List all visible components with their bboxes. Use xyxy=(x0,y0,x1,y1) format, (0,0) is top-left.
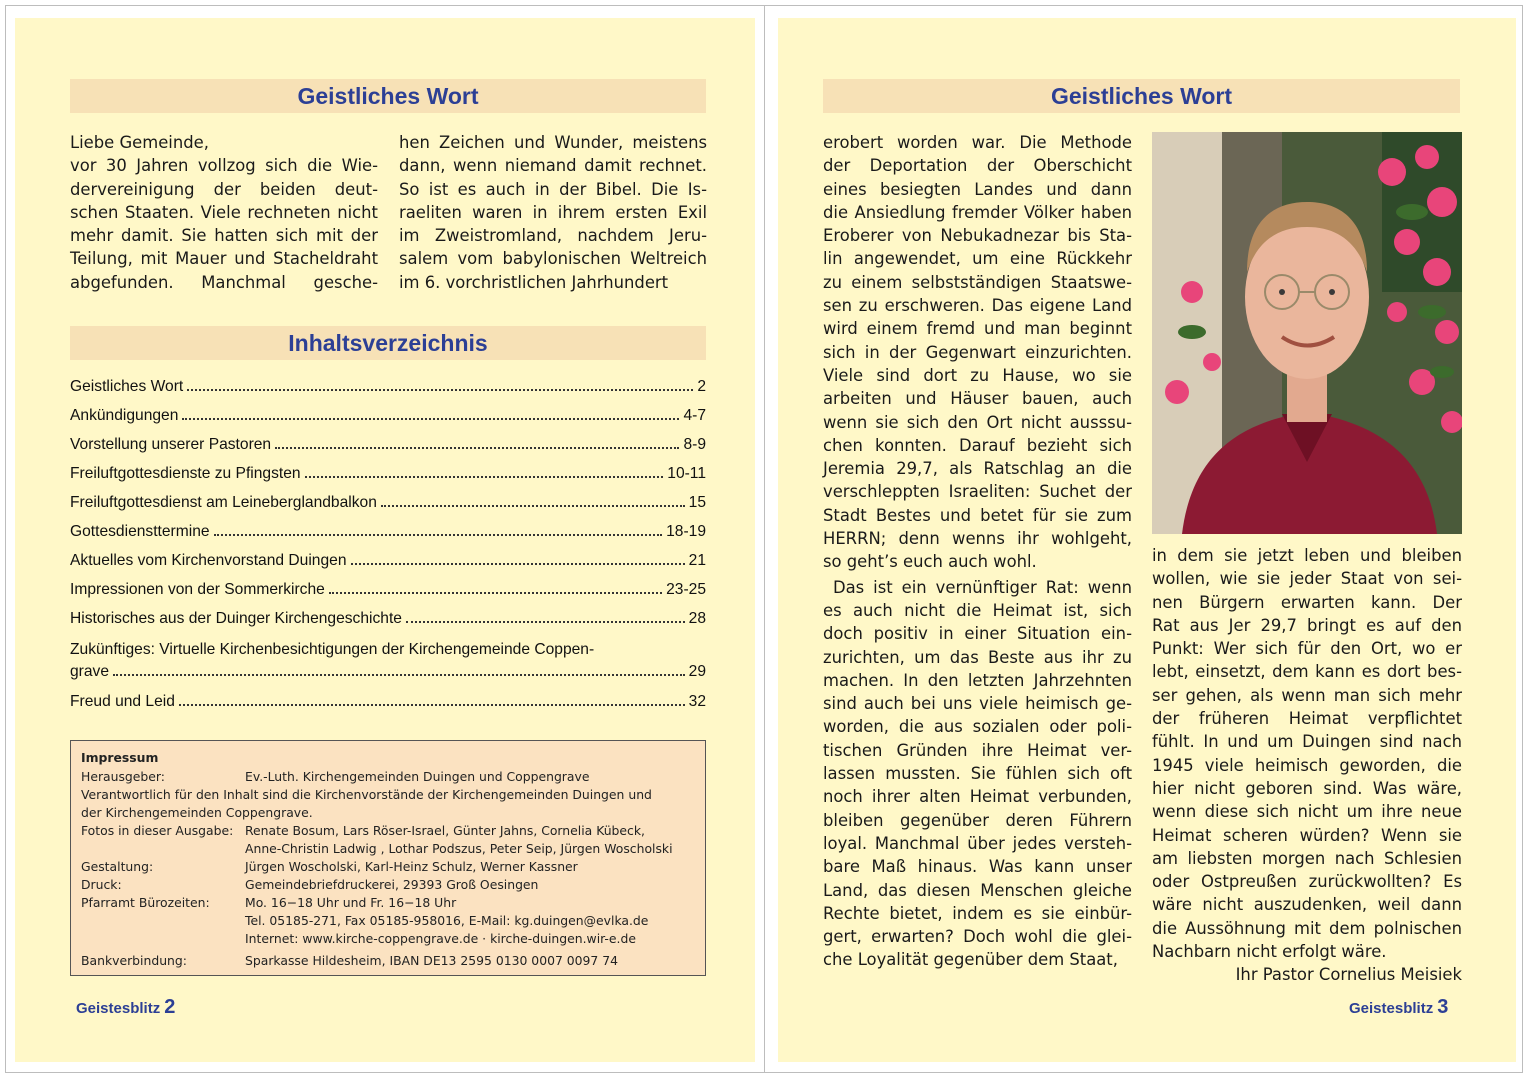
text-line: nen Bürgern erwarten kann. Der xyxy=(1152,592,1462,612)
text-line: wollen, wie sie jeder Staat von sei- xyxy=(1152,569,1462,589)
text-line: die Aussöhnung mit dem polnischen xyxy=(1152,918,1462,938)
article-column-1 xyxy=(823,131,1132,972)
page-left xyxy=(15,18,755,1062)
text-line: erobert worden war. Die Methode xyxy=(823,133,1132,152)
toc-leader xyxy=(305,476,664,478)
text-line: doch positiv in einer Situation ein- xyxy=(823,624,1132,644)
toc-page: 4-7 xyxy=(683,407,706,424)
text-line: 1945 viele heimisch geworden, die xyxy=(1152,755,1462,775)
text-line: wird einem fremd und man beginnt xyxy=(823,319,1132,339)
article-column-2 xyxy=(1152,544,1462,987)
toc-title-continued: grave xyxy=(70,663,110,680)
impressum-label: Druck: xyxy=(81,877,122,892)
impressum-value: Mo. 16−18 Uhr und Fr. 16−18 Uhr xyxy=(245,895,457,910)
text-line: bleiben gegenüber deren Führern xyxy=(823,810,1132,830)
toc-item[interactable] xyxy=(70,581,706,610)
toc-leader xyxy=(381,505,685,507)
toc-leader xyxy=(351,563,685,565)
text-line: die Ansiedlung fremder Völker haben xyxy=(823,202,1132,222)
article-column-2 xyxy=(399,131,707,294)
text-line: lassen mussten. Sie fühlen sich oft xyxy=(823,764,1132,784)
toc-heading: Inhaltsverzeichnis xyxy=(70,326,706,360)
toc-page: 2 xyxy=(697,378,706,395)
spine xyxy=(764,5,765,1073)
toc-title: Freiluftgottesdienst am Leineberglandbalkon xyxy=(70,494,377,511)
toc-item[interactable] xyxy=(70,693,706,722)
toc-page: 29 xyxy=(688,663,706,680)
text-line: sen zu erschweren. Das eigene Land xyxy=(823,296,1132,316)
text-line: der früheren Heimat verpflichtet xyxy=(1152,709,1462,729)
text-line: Liebe Gemeinde, xyxy=(70,133,209,152)
text-line: in dem sie jetzt leben und bleiben xyxy=(1152,546,1462,565)
toc-title: Ankündigungen xyxy=(70,407,179,424)
text-line: sich in der Gegenwart einzurichten. xyxy=(823,342,1132,362)
page-number: 2 xyxy=(164,996,176,1018)
impressum-value: Sparkasse Hildesheim, IBAN DE13 2595 0130 0007 0097 74 xyxy=(245,953,619,968)
text-line: es auch nicht die Heimat ist, sich xyxy=(823,600,1132,620)
toc-leader xyxy=(214,534,663,536)
impressum-value: Jürgen Woscholski, Karl-Heinz Schulz, Werner Kassner xyxy=(245,859,578,874)
text-line: wenn sie sich den Ort nicht ausssu- xyxy=(823,412,1132,432)
text-line: mehr damit. Sie hatten sich mit der xyxy=(70,226,378,246)
impressum-heading: Impressum xyxy=(81,750,159,765)
text-line: am liebsten morgen nach Schlesien xyxy=(1152,848,1462,868)
impressum-line: der Kirchengemeinden Coppengrave. xyxy=(81,805,313,820)
toc-item[interactable] xyxy=(70,610,706,639)
impressum-label: Fotos in dieser Ausgabe: xyxy=(81,823,234,838)
toc-item[interactable] xyxy=(70,552,706,581)
toc-title: Aktuelles vom Kirchenvorstand Duingen xyxy=(70,552,347,569)
toc-page: 21 xyxy=(688,552,706,569)
text-line: Viele sind dort zu Hause, wo sie xyxy=(823,365,1132,385)
text-line: ser gehen, als wenn man sich mehr xyxy=(1152,685,1462,705)
text-line: der Deportation der Oberschicht xyxy=(823,156,1132,176)
text-line: Punkt: Wer sich für den Ort, wo er xyxy=(1152,639,1462,659)
text-line: salem vom babylonischen Weltreich xyxy=(399,249,707,269)
text-line: wenn diese sich nicht um ihre neue xyxy=(1152,802,1462,822)
page-number: 3 xyxy=(1437,996,1449,1018)
impressum-contact[interactable]: Tel. 05185-271, Fax 05185-958016, E-Mail: kg.duingen@evlka.de xyxy=(245,913,649,928)
impressum-value: Renate Bosum, Lars Röser-Israel, Günter Jahns, Cornelia Kübeck, xyxy=(245,823,645,838)
toc-page: 8-9 xyxy=(683,436,706,453)
impressum-label: Herausgeber: xyxy=(81,769,165,784)
toc-item[interactable] xyxy=(70,378,706,407)
article-column-1 xyxy=(70,131,378,294)
toc-leader xyxy=(406,621,685,623)
toc-item[interactable] xyxy=(70,639,706,693)
text-line: abgefunden. Manchmal gesche- xyxy=(70,272,378,292)
toc-leader xyxy=(275,447,679,449)
text-line: lebt, einsetzt, dem kann es dort bes- xyxy=(1152,662,1462,682)
toc-title: Historisches aus der Duinger Kirchengeschichte xyxy=(70,610,402,627)
text-line: Eroberer von Nebukadnezar bis Sta- xyxy=(823,226,1132,246)
toc-title: Vorstellung unserer Pastoren xyxy=(70,436,272,453)
impressum-label: Gestaltung: xyxy=(81,859,154,874)
text-line: Rechte bietet, indem es sie einbür- xyxy=(823,903,1132,923)
footer-publication: Geistesblitz xyxy=(76,1000,161,1017)
toc-title: Impressionen von der Sommerkirche xyxy=(70,581,325,598)
toc-title: Geistliches Wort xyxy=(70,378,184,395)
signature: Ihr Pastor Cornelius Meisiek xyxy=(1235,965,1462,985)
toc-leader xyxy=(187,389,693,391)
text-line: sind auch bei uns viele heimisch ge- xyxy=(823,694,1132,714)
toc-page: 28 xyxy=(688,610,706,627)
text-line: lin angewendet, um eine Rückkehr xyxy=(823,249,1132,269)
impressum-value: Ev.-Luth. Kirchengemeinden Duingen und Coppengrave xyxy=(245,769,590,784)
text-line: Jeremia 29,7, als Ratschlag an die xyxy=(823,459,1132,479)
toc-title: Zukünftiges: Virtuelle Kirchenbesichtigungen der Kirchengemeinde Coppen- xyxy=(70,641,595,658)
page-heading-right: Geistliches Wort xyxy=(823,79,1460,113)
impressum-website[interactable]: Internet: www.kirche-coppengrave.de · kirche-duingen.wir-e.de xyxy=(245,931,636,946)
text-line: Nachbarn nicht erfolgt wäre. xyxy=(1152,942,1387,962)
impressum-value: Gemeindebriefdruckerei, 29393 Groß Oesingen xyxy=(245,877,539,892)
text-line: wäre nicht auszudenken, weil dann xyxy=(1152,895,1462,915)
pastor-photo xyxy=(1152,132,1462,534)
text-line: fühlt. In und um Duingen sind nach xyxy=(1152,732,1462,752)
toc-page: 32 xyxy=(688,693,706,710)
footer-right xyxy=(1349,996,1448,1019)
text-line: oder Ostpreußen zurückwollten? Es xyxy=(1152,872,1462,892)
toc-title: Freiluftgottesdienste zu Pfingsten xyxy=(70,465,301,482)
text-line: chen konnten. Darauf bezieht sich xyxy=(823,435,1132,455)
toc-page: 18-19 xyxy=(666,523,706,540)
toc-item[interactable] xyxy=(70,523,706,552)
text-line: hier nicht geboren sind. Was wäre, xyxy=(1152,778,1462,798)
text-line: raeliten waren in ihrem ersten Exil xyxy=(399,202,707,222)
page-heading-left: Geistliches Wort xyxy=(70,79,706,113)
impressum-label: Bankverbindung: xyxy=(81,953,187,968)
text-line: gert, erwarten? Doch wohl die glei- xyxy=(823,927,1132,947)
text-line: Das ist ein vernünftiger Rat: wenn xyxy=(833,577,1132,597)
footer-left xyxy=(76,996,175,1019)
impressum-value: Anne-Christin Ladwig , Lothar Podszus, Peter Seip, Jürgen Woscholski xyxy=(245,841,673,856)
text-line: tischen Gründen ihre Heimat ver- xyxy=(823,740,1132,760)
text-line: hen Zeichen und Wunder, meistens xyxy=(399,133,707,152)
text-line: worden, die aus sozialen oder poli- xyxy=(823,717,1132,737)
page-right xyxy=(778,18,1516,1062)
text-line: arbeiten und Häuser bauen, auch xyxy=(823,389,1132,409)
text-line: HERRN; denn wenns ihr wohlgeht, xyxy=(823,529,1132,549)
text-line: dervereinigung der beiden deut- xyxy=(70,179,378,199)
text-line: noch ihrer alten Heimat verbunden, xyxy=(823,787,1132,807)
text-line: schen Staaten. Viele rechneten nicht xyxy=(70,202,378,222)
text-line: im 6. vorchristlichen Jahrhundert xyxy=(399,272,669,292)
toc-title: Gottesdiensttermine xyxy=(70,523,210,540)
toc-item[interactable] xyxy=(70,436,706,465)
toc-item[interactable] xyxy=(70,407,706,436)
toc-leader xyxy=(113,674,685,676)
toc-title: Freud und Leid xyxy=(70,693,175,710)
text-line: so geht’s euch auch wohl. xyxy=(823,552,1037,572)
text-line: eines besiegten Landes und dann xyxy=(823,179,1132,199)
text-line: im Zweistromland, nachdem Jeru- xyxy=(399,226,707,246)
text-line: dann, wenn niemand damit rechnet. xyxy=(399,156,707,176)
text-line: zu einem selbstständigen Staatswe- xyxy=(823,272,1132,292)
text-line: Rat aus Jer 29,7 bringt es auf den xyxy=(1152,615,1462,635)
toc-page: 23-25 xyxy=(666,581,706,598)
text-line: vor 30 Jahren vollzog sich die Wie- xyxy=(70,156,378,176)
text-line: che Loyalität gegenüber dem Staat, xyxy=(823,950,1118,970)
table-of-contents xyxy=(70,378,706,722)
toc-page: 10-11 xyxy=(667,465,706,482)
impressum-label: Pfarramt Bürozeiten: xyxy=(81,895,210,910)
text-line: So ist es auch in der Bibel. Die Is- xyxy=(399,179,707,199)
toc-leader xyxy=(179,704,685,706)
text-line: zurichten, um das Beste aus ihr zu xyxy=(823,647,1132,667)
impressum-line: Verantwortlich für den Inhalt sind die Kirchenvorstände der Kirchengemeinden Duingen und xyxy=(81,787,652,802)
text-line: loyal. Manchmal über jedes versteh- xyxy=(823,833,1132,853)
text-line: Stadt Bestes und betet für sie zum xyxy=(823,505,1132,525)
impressum-box xyxy=(70,740,706,976)
toc-item[interactable] xyxy=(70,494,706,523)
text-line: Heimat scheren würden? Wenn sie xyxy=(1152,825,1462,845)
text-line: machen. In den letzten Jahrzehnten xyxy=(823,670,1132,690)
toc-leader xyxy=(329,592,662,594)
text-line: Teilung, mit Mauer und Stacheldraht xyxy=(70,249,378,269)
toc-leader xyxy=(182,418,679,420)
toc-page: 15 xyxy=(688,494,706,511)
footer-publication: Geistesblitz xyxy=(1349,1000,1434,1017)
toc-item[interactable] xyxy=(70,465,706,494)
text-line: bare Maß hinaus. Was kann unser xyxy=(823,857,1132,877)
text-line: Land, das diesen Menschen gleiche xyxy=(823,880,1132,900)
text-line: verschleppten Israeliten: Suchet der xyxy=(823,482,1132,502)
